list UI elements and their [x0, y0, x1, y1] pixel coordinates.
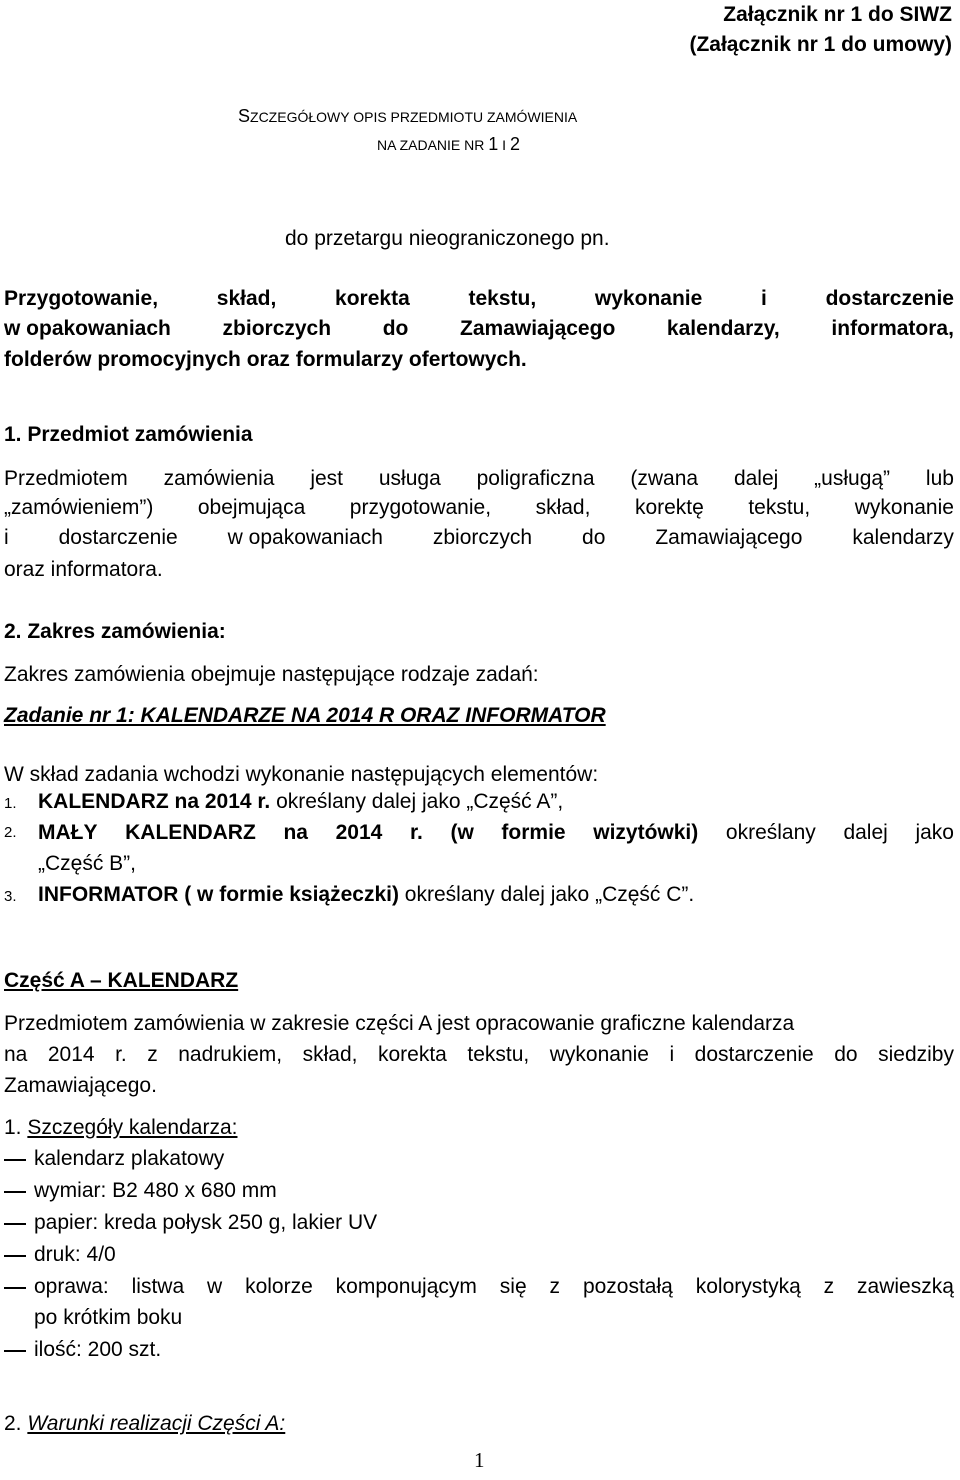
- subject-line-2: w opakowaniach zbiorczych do Zamawiającego kalendarzy, informatora,: [4, 317, 954, 340]
- detail-item-binding-cont: po krótkim boku: [34, 1306, 183, 1329]
- annex-contract: (Załącznik nr 1 do umowy): [689, 33, 952, 56]
- conditions-heading: 2. Warunki realizacji Części A:: [4, 1412, 286, 1435]
- detail-item-binding: oprawa: listwa w kolorze komponującym się z pozostałą kolorystyką z zawieszką: [34, 1275, 954, 1298]
- subject-line-3: folderów promocyjnych oraz formularzy ofertowych.: [4, 348, 527, 371]
- elements-intro: W skład zadania wchodzi wykonanie następujących elementów:: [4, 763, 599, 786]
- part-a-desc-line-2: na 2014 r. z nadrukiem, skład, korekta tekstu, wykonanie i dostarczenie do siedziby: [4, 1043, 954, 1066]
- task-title: Zadanie nr 1: KALENDARZE NA 2014 R ORAZ INFORMATOR: [4, 704, 606, 727]
- section2-intro: Zakres zamówienia obejmuje następujące rodzaje zadań:: [4, 663, 539, 686]
- dash-bullet-icon: [4, 1255, 26, 1257]
- document-title-line1: SZCZEGÓŁOWY OPIS PRZEDMIOTU ZAMÓWIENIA: [238, 106, 578, 126]
- subject-line-1: Przygotowanie, skład, korekta tekstu, wykonanie i dostarczenie: [4, 287, 954, 310]
- tender-line: do przetargu nieograniczonego pn.: [285, 227, 610, 250]
- dash-bullet-icon: [4, 1159, 26, 1161]
- section2-heading: 2. Zakres zamówienia:: [4, 620, 226, 643]
- detail-item: papier: kreda połysk 250 g, lakier UV: [34, 1211, 378, 1234]
- document-title-line2: NA ZADANIE NR 1 I 2: [377, 134, 520, 154]
- part-a-heading: Część A – KALENDARZ: [4, 969, 239, 992]
- element-item-1: 1. KALENDARZ na 2014 r. określany dalej jako „Część A”,: [4, 790, 564, 813]
- element-item-2-cont: „Część B”,: [38, 852, 137, 875]
- element-item-2-num: 2.: [4, 824, 17, 841]
- dash-bullet-icon: [4, 1191, 26, 1193]
- calendar-details-heading: 1. Szczegóły kalendarza:: [4, 1116, 238, 1139]
- detail-item: druk: 4/0: [34, 1243, 116, 1266]
- section1-line-3: i dostarczenie w opakowaniach zbiorczych do Zamawiającego kalendarzy: [4, 526, 954, 549]
- part-a-desc-line-3: Zamawiającego.: [4, 1074, 157, 1097]
- annex-siwz: Załącznik nr 1 do SIWZ: [723, 3, 952, 26]
- detail-item: wymiar: B2 480 x 680 mm: [34, 1179, 277, 1202]
- section1-line-2: „zamówieniem”) obejmująca przygotowanie, skład, korektę tekstu, wykonanie: [4, 496, 954, 519]
- dash-bullet-icon: [4, 1223, 26, 1225]
- section1-line-1: Przedmiotem zamówienia jest usługa poligraficzna (zwana dalej „usługą” lub: [4, 467, 954, 490]
- section1-heading: 1. Przedmiot zamówienia: [4, 423, 253, 446]
- element-item-3: 3. INFORMATOR ( w formie książeczki) określany dalej jako „Część C”.: [4, 883, 695, 906]
- section1-line-4: oraz informatora.: [4, 558, 163, 581]
- detail-item-quantity: ilość: 200 szt.: [34, 1338, 162, 1361]
- page-number: 1: [474, 1448, 485, 1472]
- element-item-2: MAŁY KALENDARZ na 2014 r. (w formie wizytówki) określany dalej jako: [38, 821, 954, 844]
- detail-item: kalendarz plakatowy: [34, 1147, 225, 1170]
- dash-bullet-icon: [4, 1287, 26, 1289]
- dash-bullet-icon: [4, 1350, 26, 1352]
- part-a-desc-line-1: Przedmiotem zamówienia w zakresie części A jest opracowanie graficzne kalendarza: [4, 1012, 795, 1035]
